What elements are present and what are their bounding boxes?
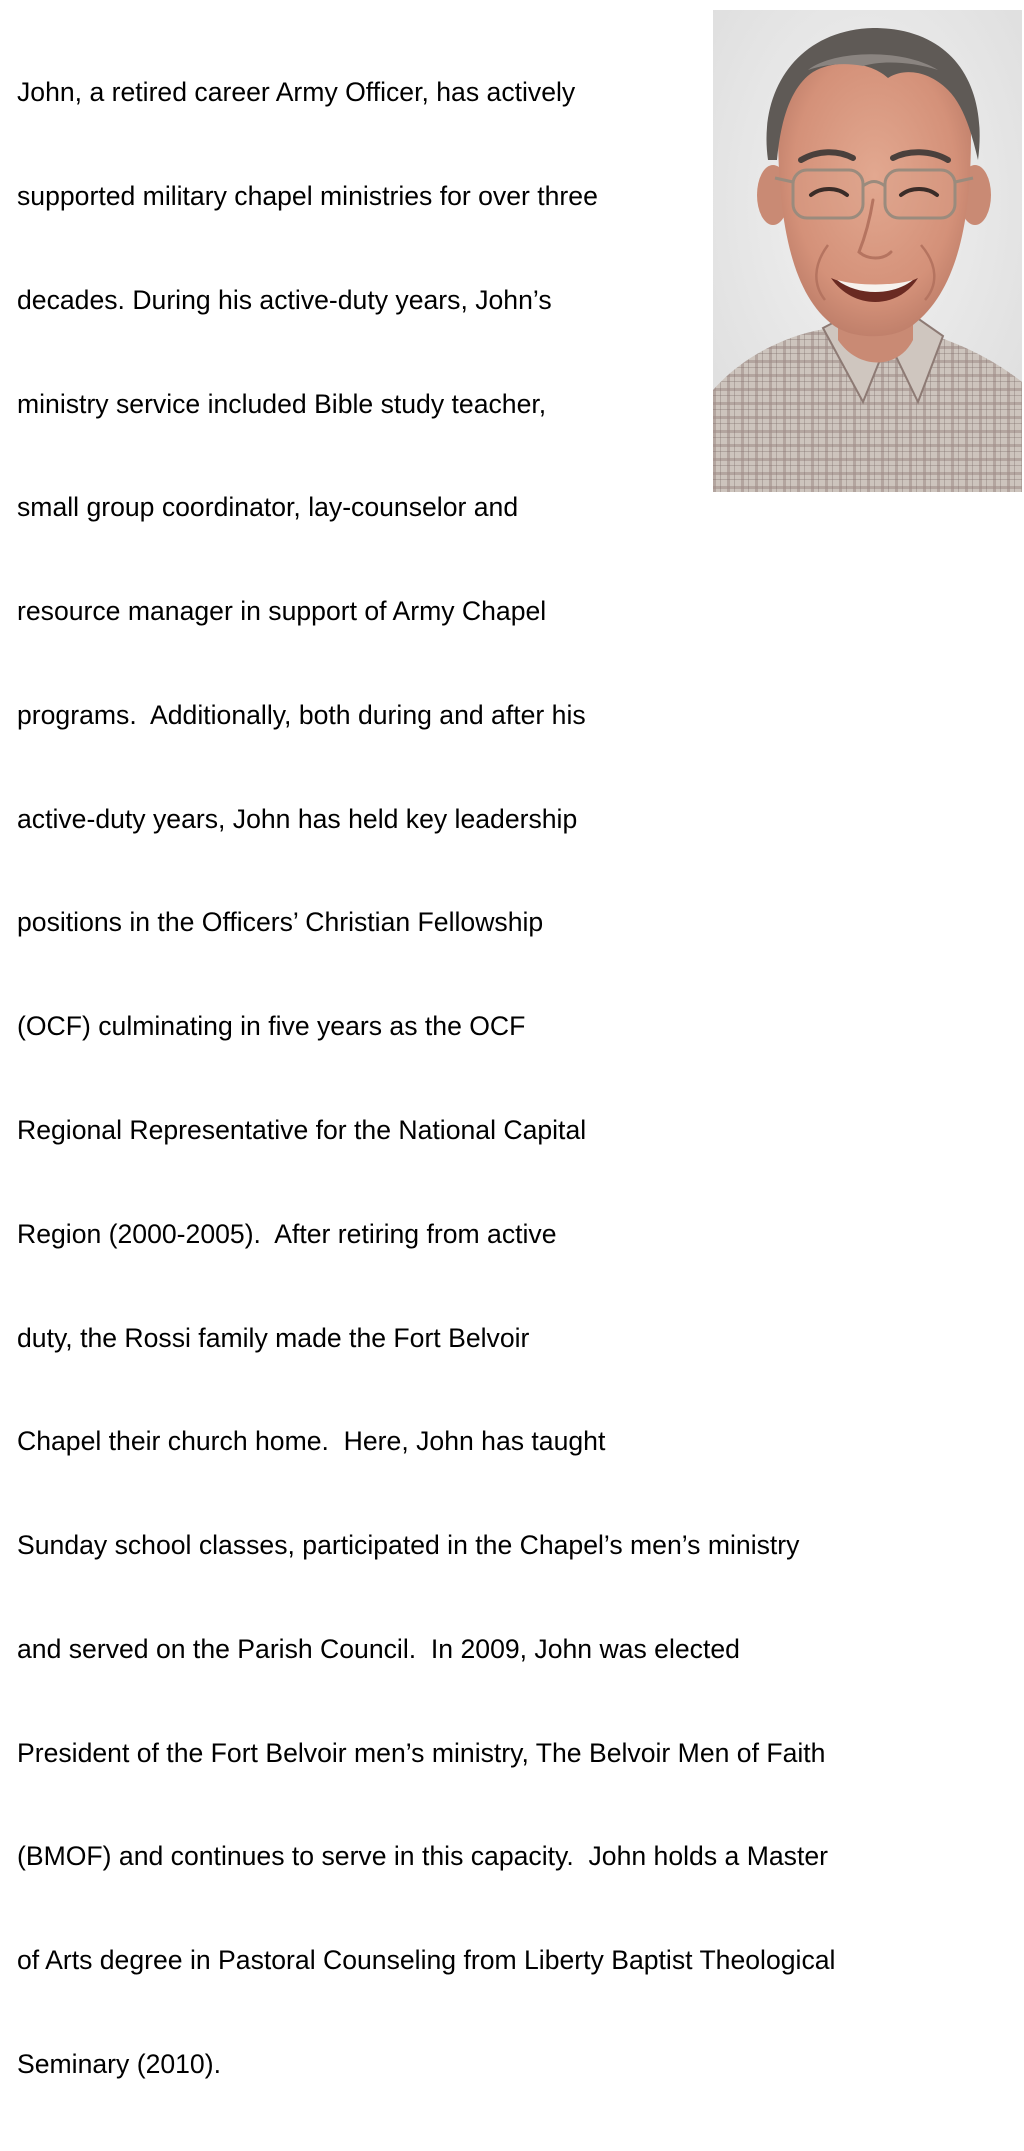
bio-line: small group coordinator, lay-counselor and (17, 492, 519, 523)
bio-line: John, a retired career Army Officer, has actively (17, 77, 576, 108)
portrait-illustration (713, 10, 1022, 492)
bio-line: and served on the Parish Council. In 2009, John was elected (17, 1633, 740, 1664)
bio-line: (BMOF) and continues to serve in this capacity. John holds a Master (17, 1841, 828, 1872)
bio-line: ministry service included Bible study teacher, (17, 388, 547, 419)
bio-line: Region (2000-2005). After retiring from active (17, 1218, 557, 1249)
bio-line: of Arts degree in Pastoral Counseling from Liberty Baptist Theological (17, 1945, 836, 1976)
bio-line: Seminary (2010). (17, 2049, 221, 2080)
bio-line: Regional Representative for the National Capital (17, 1115, 587, 1145)
bio-line: positions in the Officers’ Christian Fellowship (17, 907, 544, 938)
bio-line: Sunday school classes, participated in the Chapel’s men’s ministry (17, 1530, 800, 1561)
bio-line: duty, the Rossi family made the Fort Belvoir (17, 1322, 530, 1353)
bio-line: President of the Fort Belvoir men’s ministry, The Belvoir Men of Faith (17, 1737, 826, 1768)
bio-line: (OCF) culminating in five years as the OCF (17, 1011, 526, 1042)
bio-line: active-duty years, John has held key leadership (17, 803, 578, 834)
bio-line: Chapel their church home. Here, John has taught (17, 1426, 606, 1457)
bio-line: resource manager in support of Army Chapel (17, 596, 547, 627)
portrait-photo (713, 10, 1022, 492)
bio-line: programs. Additionally, both during and after his (17, 699, 586, 730)
bio-line: decades. During his active-duty years, John’s (17, 284, 552, 315)
bio-line: supported military chapel ministries for over three (17, 180, 598, 211)
